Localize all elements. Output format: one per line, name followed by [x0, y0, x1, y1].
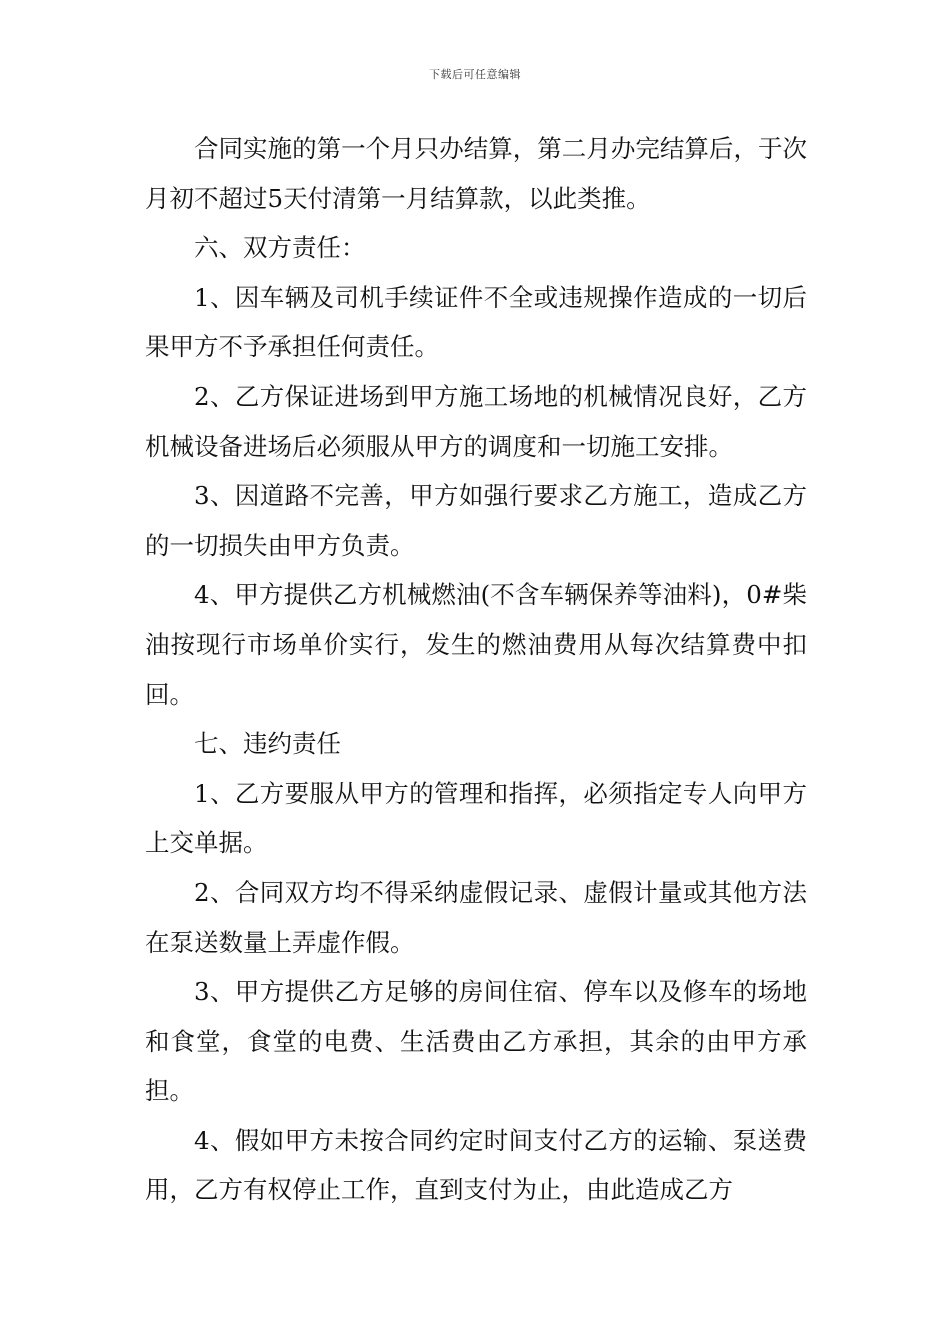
paragraph-clause: 3、因道路不完善，甲方如强行要求乙方施工，造成乙方的一切损失由甲方负责。 [145, 481, 807, 560]
paragraph-settlement: 合同实施的第一个月只办结算，第二月办完结算后，于次月初不超过5天付清第一月结算款，以此类推。 [145, 134, 807, 213]
page-header: 下载后可任意编辑 [429, 68, 521, 81]
paragraph-clause: 1、因车辆及司机手续证件不全或违规操作造成的一切后果甲方不予承担任何责任。 [145, 282, 807, 362]
paragraph-clause: 4、甲方提供乙方机械燃油(不含车辆保养等油料)，0#柴油按现行市场单价实行，发生的燃油费用从每次结算费中扣回。 [145, 580, 807, 709]
paragraph-clause: 2、乙方保证进场到甲方施工场地的机械情况良好，乙方机械设备进场后必须服从甲方的调度和一切施工安排。 [145, 381, 807, 461]
document-body [145, 124, 807, 1215]
section-heading-responsibilities: 六、双方责任： [194, 233, 366, 263]
paragraph-clause: 2、合同双方均不得采纳虚假记录、虚假计量或其他方法在泵送数量上弄虚作假。 [145, 877, 807, 957]
paragraph-clause: 4、假如甲方未按合同约定时间支付乙方的运输、泵送费用，乙方有权停止工作，直到支付为止，由此造成乙方 [145, 1125, 807, 1205]
section-heading-liability: 七、违约责任 [194, 729, 341, 759]
paragraph-clause: 1、乙方要服从甲方的管理和指挥，必须指定专人向甲方上交单据。 [145, 778, 807, 858]
paragraph-clause: 3、甲方提供乙方足够的房间住宿、停车以及修车的场地和食堂，食堂的电费、生活费由乙方承担，其余的由甲方承担。 [145, 977, 807, 1106]
